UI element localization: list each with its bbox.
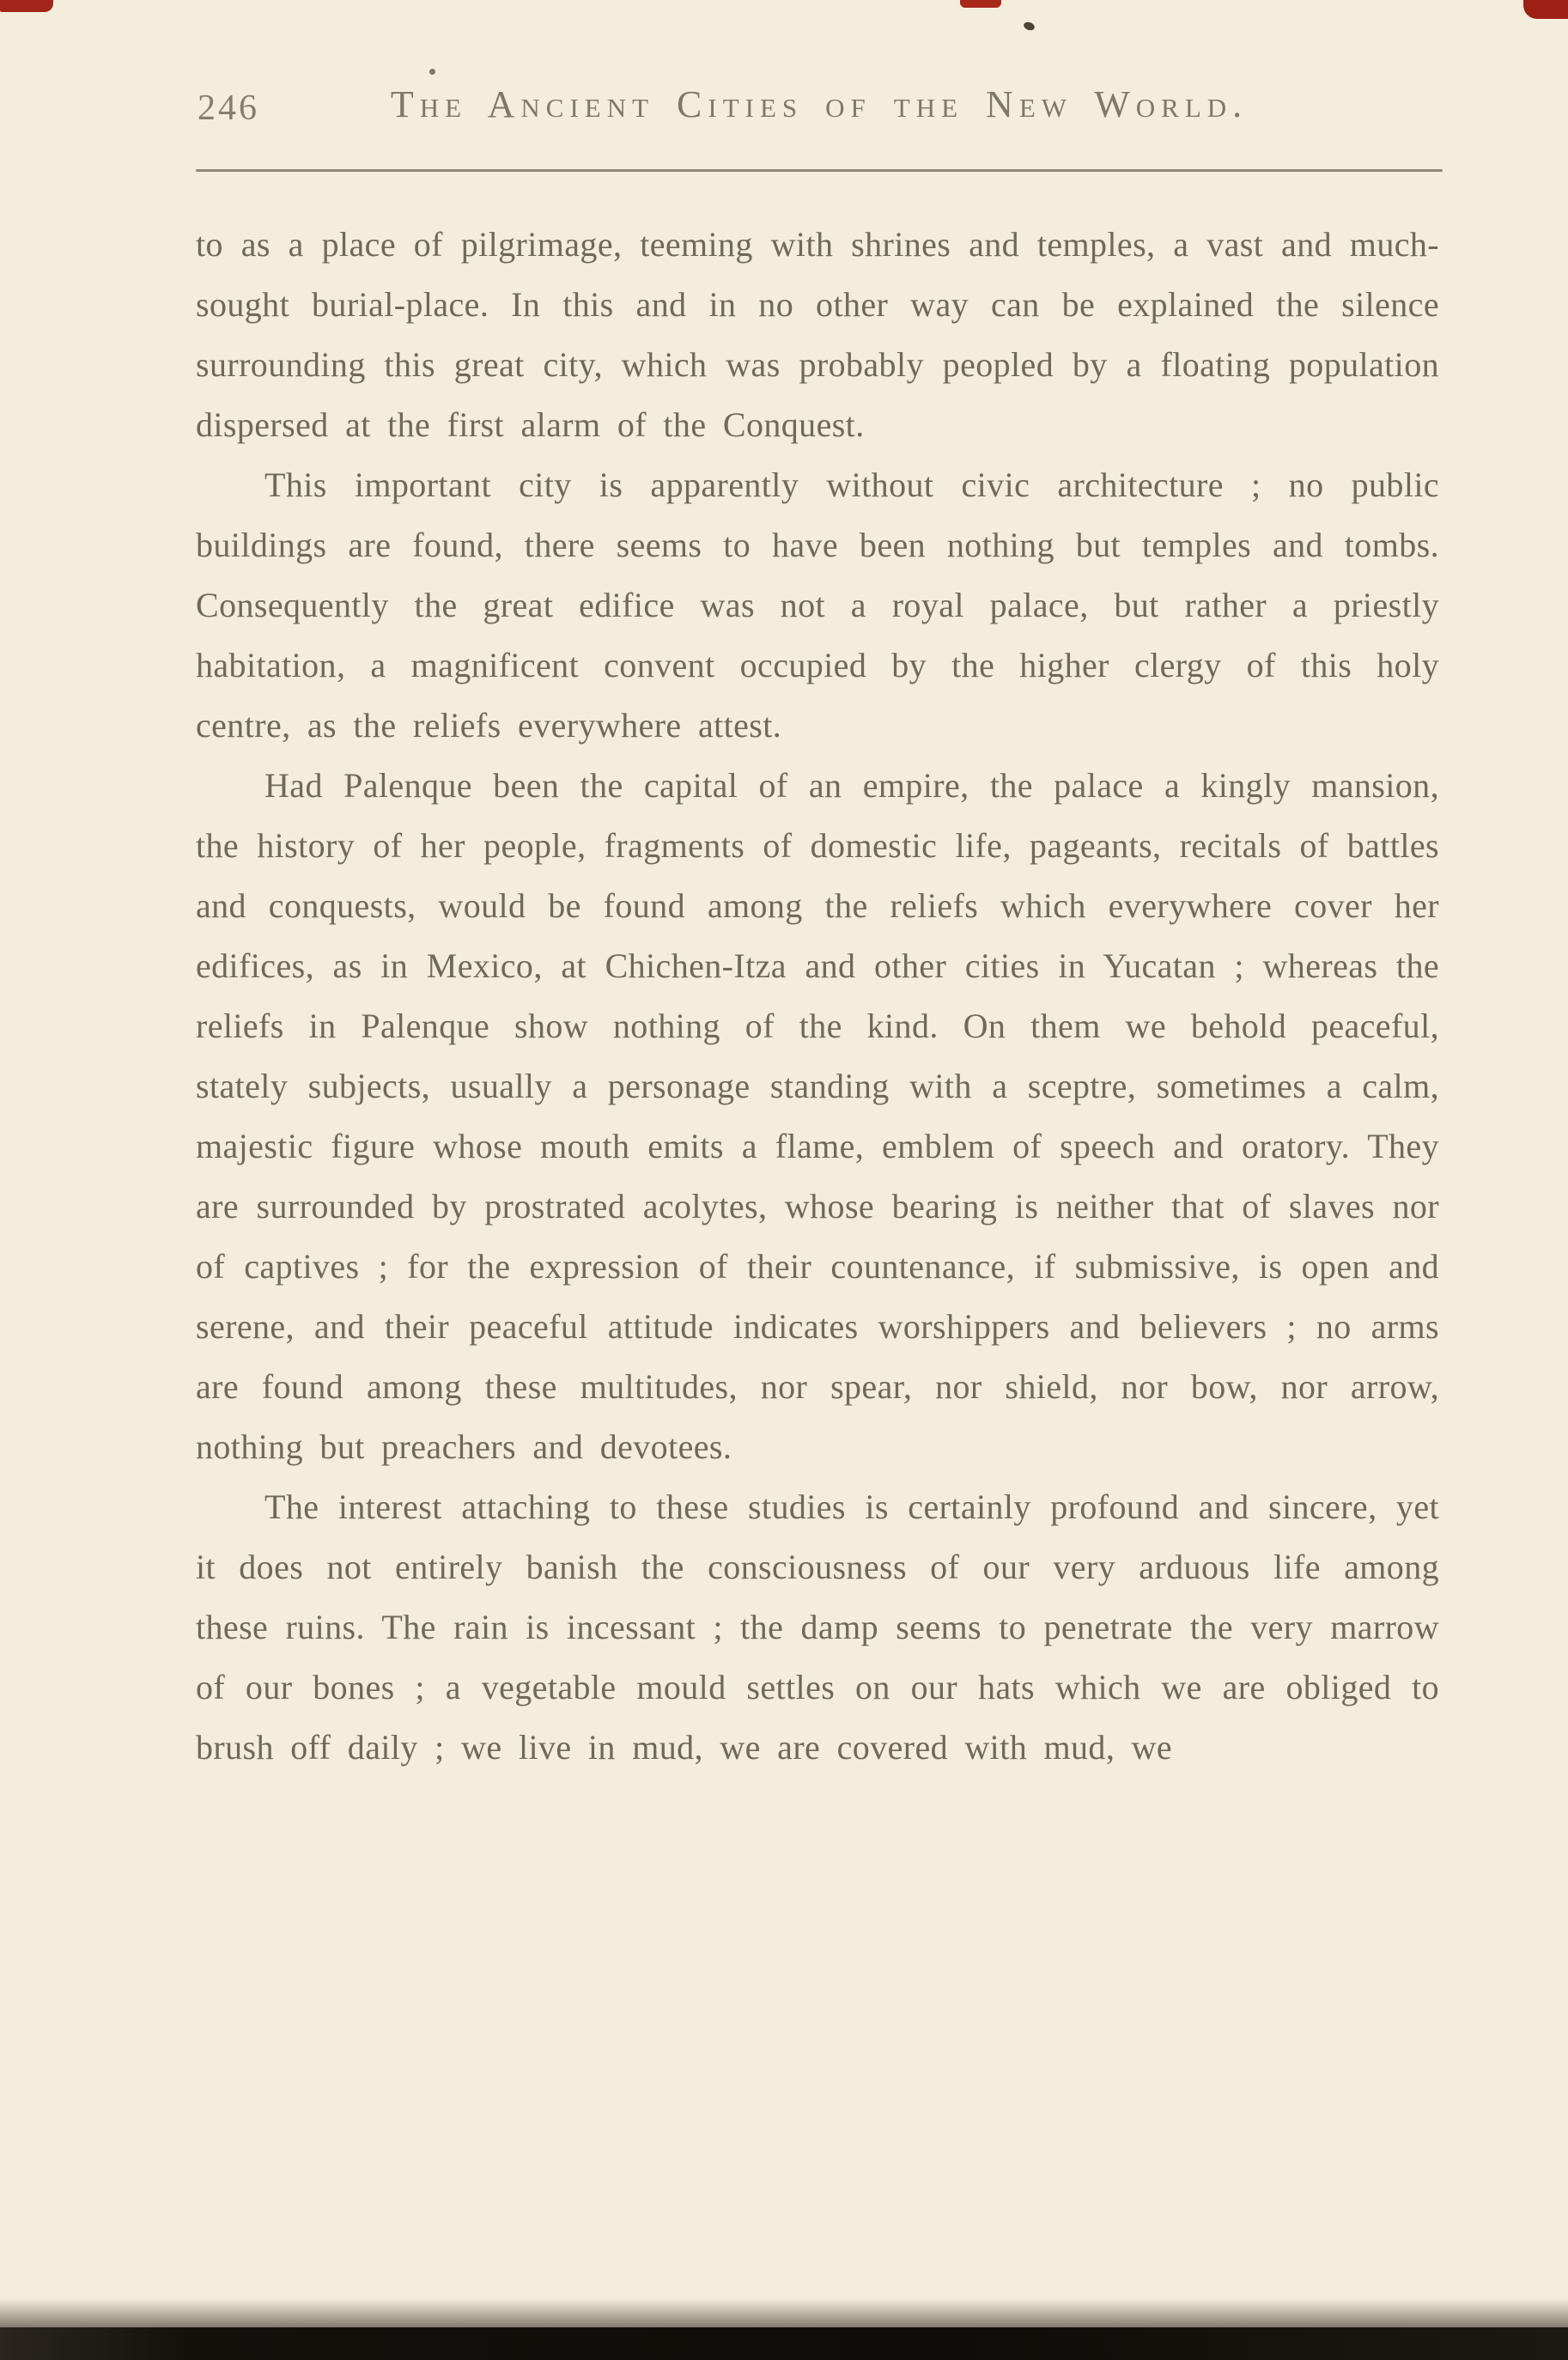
page-body (196, 215, 1439, 1778)
running-head-title: The Ancient Cities of the New World. (390, 83, 1249, 125)
page-number: 246 (198, 88, 259, 128)
scan-dot-above-header (429, 69, 435, 75)
paragraph: The interest attaching to these studies is certainly profound and sincere, yet it does not entirely banish the consciousness of our very arduous life among these ruins. The rain is incessant ; the damp seems to penetrate the very marrow of our bones ; a vegetable mould settles on our hats which we are obliged to brush off daily ; we live in mud, we are covered with mud, we (196, 1487, 1439, 1767)
page-header (196, 82, 1443, 137)
paragraph: to as a place of pilgrimage, teeming with shrines and temples, a vast and much-sought burial-place. In this and in no other way can be explained the silence surrounding this great city, which was probably peopled by a floating population dispersed at the first alarm of the Conquest. (196, 225, 1439, 444)
paragraph: This important city is apparently without civic architecture ; no public buildings are found, there seems to have been nothing but temples and tombs. Consequently the great edifice was not a royal palace, but rather a priestly habitation, a magnificent convent occupied by the higher clergy of this holy centre, as the reliefs everywhere attest. (196, 465, 1439, 745)
scan-red-mark-top-center (960, 0, 1001, 8)
scan-bottom-edge (0, 2327, 1568, 2360)
paragraph: Had Palenque been the capital of an empire, the palace a kingly mansion, the history of her people, fragments of domestic life, pageants, recitals of battles and conquests, would be found among the reliefs which everywhere cover her edifices, as in Mexico, at Chichen-Itza and other cities in Yucatan ; whereas the reliefs in Palenque show nothing of the kind. On them we behold peaceful, stately subjects, usually a personage standing with a sceptre, sometimes a calm, majestic figure whose mouth emits a flame, emblem of speech and oratory. They are surrounded by prostrated acolytes, whose bearing is neither that of slaves nor of captives ; for the expression of their countenance, if submissive, is open and serene, and their peaceful attitude indicates worshippers and believers ; no arms are found among these multitudes, nor spear, nor shield, nor bow, nor arrow, nothing but preachers and devotees. (196, 766, 1439, 1466)
header-rule (196, 169, 1443, 172)
scan-red-mark-top-right (1523, 0, 1568, 19)
scan-ink-speck (1023, 21, 1036, 32)
scan-red-mark-top-left (0, 0, 53, 12)
